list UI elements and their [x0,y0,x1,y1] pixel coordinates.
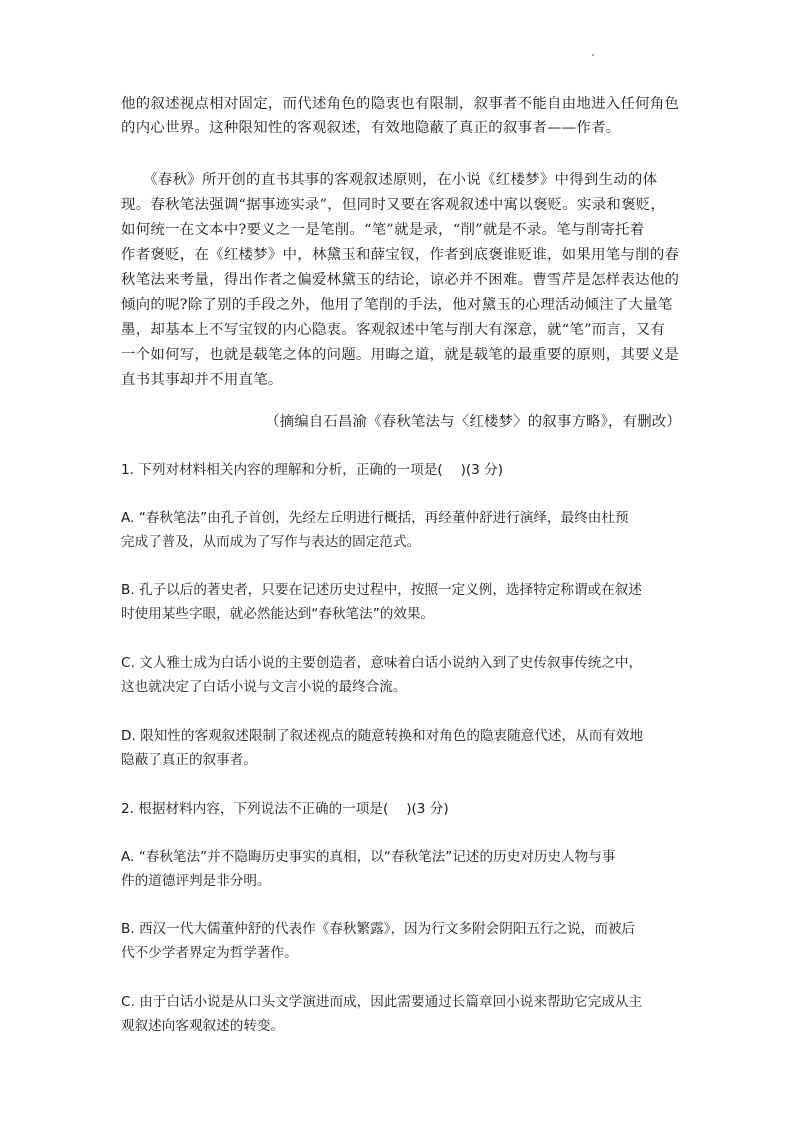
option-line: B. 孔子以后的著史者，只要在记述历史过程中，按照一定义例，选择特定称谓或在叙述 [121,582,642,598]
option-line: 这也就决定了白话小说与文言小说的最终合流。 [121,679,407,695]
option-line: 完成了普及，从而成为了写作与表达的固定范式。 [121,534,421,550]
question-1-option-a [121,506,681,554]
text-line: 他的叙述视点相对固定，而代述角色的隐衷也有限制，叙事者不能自由地进入任何角色 [121,96,680,112]
question-2-option-a [121,845,681,893]
text-line: 秋笔法来考量，得出作者之偏爱林黛玉的结论，谅必并不困难。曹雪芹是怎样表达他的 [121,272,680,288]
text-line: 直书其事却并不用直笔。 [121,372,283,388]
question-1-option-b [121,578,681,626]
question-1-option-d [121,724,681,772]
text-line: 的内心世界。这种限知性的客观叙述，有效地隐蔽了真正的叙事者——作者。 [121,120,621,136]
option-line: D. 限知性的客观叙述限制了叙述视点的随意转换和对角色的隐衷随意代述，从而有效地 [121,728,644,744]
text-line: 现。春秋笔法强调“据事迹实录”，但同时又要在客观叙述中寓以褒贬。实录和褒贬， [121,197,666,213]
question-2-option-c [121,990,681,1038]
option-line: B. 西汉一代大儒董仲舒的代表作《春秋繁露》，因为行文多附会阴阳五行之说，而被后 [121,921,636,937]
passage-paragraph-2 [121,168,681,393]
text-line: 一个如何写，也就是载笔之体的问题。用晦之道，就是载笔的最重要的原则，其要义是 [121,347,680,363]
text-line: 倾向的呢?除了别的手段之外，他用了笔削的手法，他对黛玉的心理活动倾注了大量笔 [121,297,673,313]
question-2-option-b [121,917,681,965]
source-citation: （摘编自石昌渝《春秋笔法与〈红楼梦〉的叙事方略》，有删改） [265,414,681,430]
page-speck [592,54,594,56]
option-line: A. “春秋笔法”并不隐晦历史事实的真相，以“春秋笔法”记述的历史对历史人物与事 [121,849,616,865]
option-line: C. 文人雅士成为白话小说的主要创造者，意味着白话小说纳入到了史传叙事传统之中， [121,655,643,671]
passage-paragraph-1 [121,92,681,140]
text-line: 墨，却基本上不写宝钗的内心隐衷。客观叙述中笔与削大有深意，就“笔”而言，又有 [121,322,666,338]
option-line: 代不少学者界定为哲学著作。 [121,945,298,961]
option-line: 隐蔽了真正的叙事者。 [121,752,257,768]
option-line: 时使用某些字眼，就必然能达到“春秋笔法”的效果。 [121,606,435,622]
text-line: 作者褒贬，在《红楼梦》中，林黛玉和薛宝钗，作者到底褒谁贬谁，如果用笔与削的春 [121,247,680,263]
text-line: 如何统一在文本中?要义之一是笔削。“笔”就是录，“削”就是不录。笔与削寄托着 [121,222,645,238]
text-line: 《春秋》所开创的直书其事的客观叙述原则，在小说《红楼梦》中得到生动的体 [121,172,658,188]
option-line: 观叙述向客观叙述的转变。 [121,1018,285,1034]
question-1-stem: 1. 下列对材料相关内容的理解和分析，正确的一项是( )(3 分) [121,462,504,478]
option-line: C. 由于白话小说是从口头文学演进而成，因此需要通过长篇章回小说来帮助它完成从主 [121,994,643,1010]
option-line: A. “春秋笔法”由孔子首创，先经左丘明进行概括，再经董仲舒进行演绎，最终由杜预 [121,510,629,526]
question-2-stem: 2. 根据材料内容，下列说法不正确的一项是( )(3 分) [121,801,449,817]
question-1-option-c [121,651,681,699]
option-line: 件的道德评判是非分明。 [121,873,271,889]
